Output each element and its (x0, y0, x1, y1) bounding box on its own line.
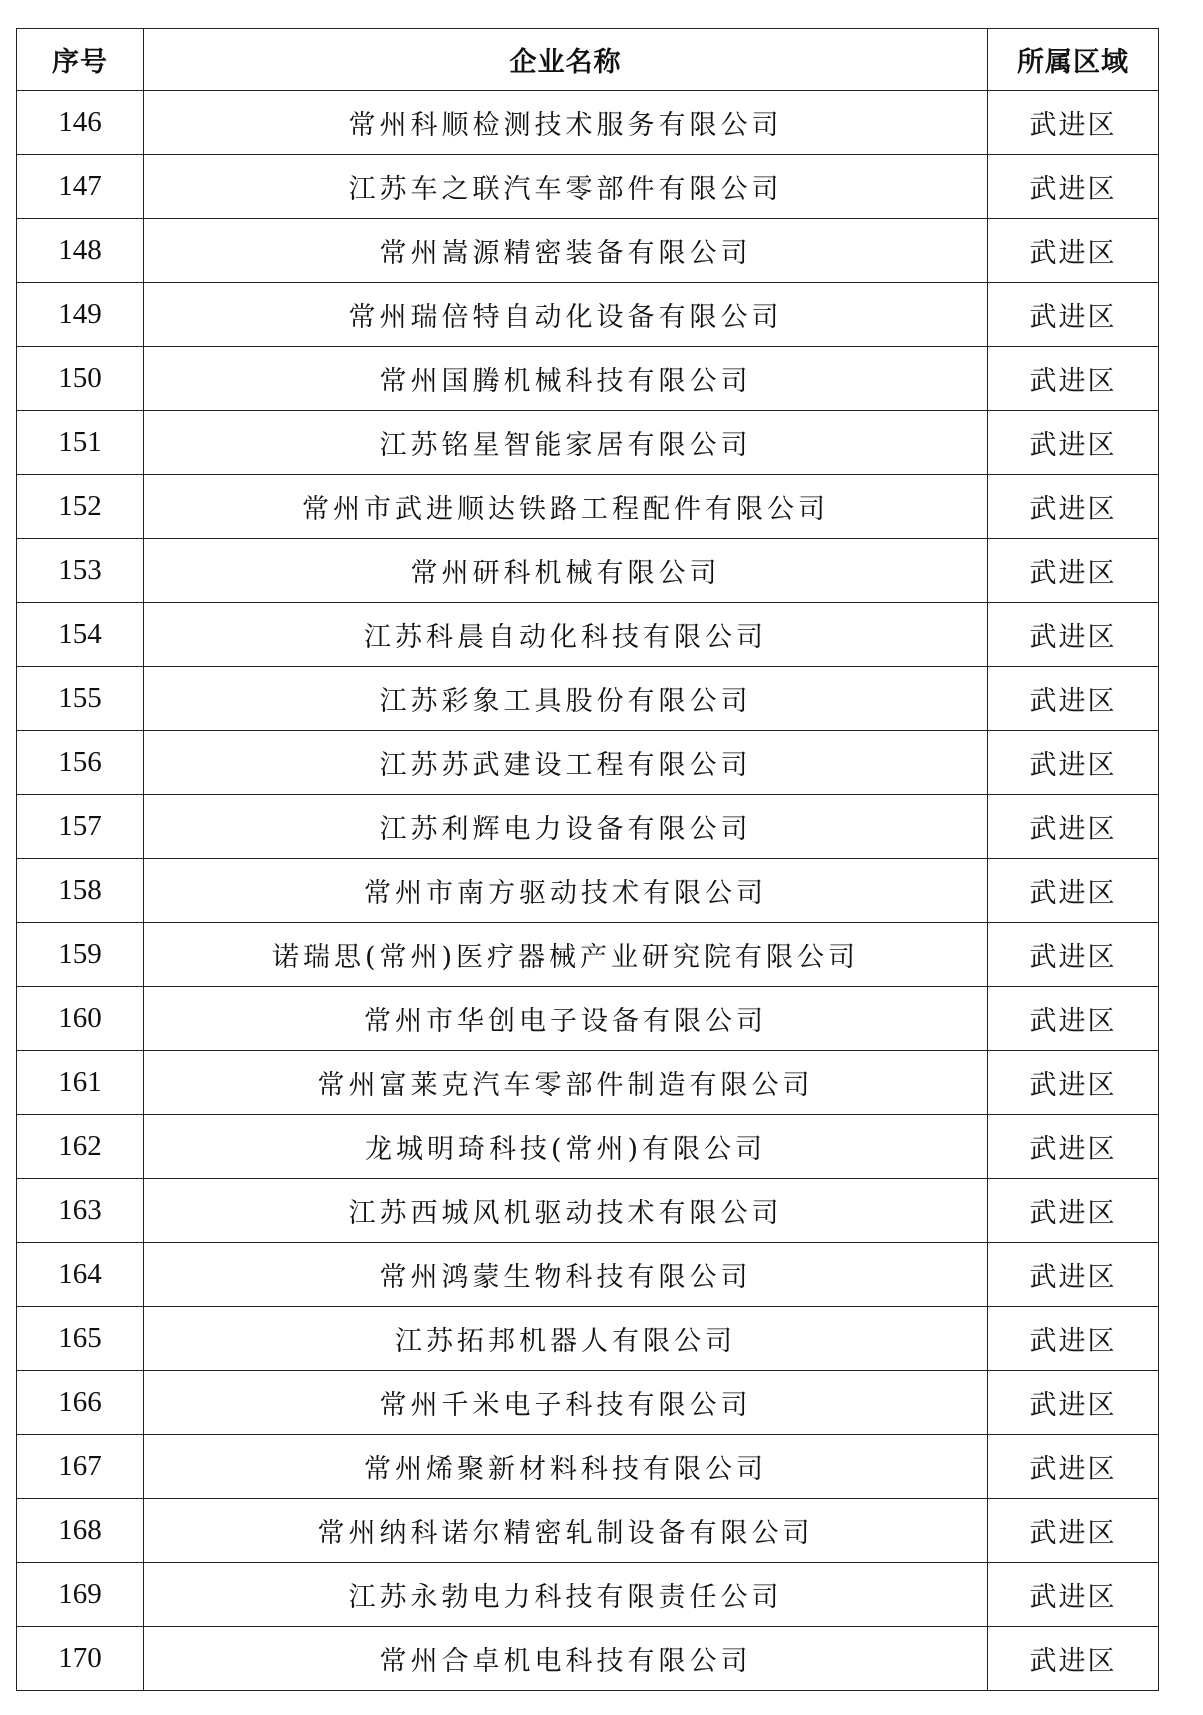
region-cell: 武进区 (988, 91, 1159, 155)
row-number-cell: 146 (17, 91, 144, 155)
table-row (17, 731, 1159, 795)
enterprise-name-cell: 龙城明琦科技(常州)有限公司 (144, 1115, 988, 1179)
region-cell: 武进区 (988, 1563, 1159, 1627)
region-cell: 武进区 (988, 219, 1159, 283)
table-row (17, 539, 1159, 603)
row-number-cell: 154 (17, 603, 144, 667)
table-row (17, 1307, 1159, 1371)
enterprise-name-cell: 常州市武进顺达铁路工程配件有限公司 (144, 475, 988, 539)
region-cell: 武进区 (988, 1051, 1159, 1115)
region-cell: 武进区 (988, 1243, 1159, 1307)
table-row (17, 219, 1159, 283)
enterprise-name-cell: 常州鸿蒙生物科技有限公司 (144, 1243, 988, 1307)
row-number-cell: 166 (17, 1371, 144, 1435)
row-number-cell: 159 (17, 923, 144, 987)
row-number-cell: 167 (17, 1435, 144, 1499)
row-number-cell: 165 (17, 1307, 144, 1371)
region-cell: 武进区 (988, 603, 1159, 667)
table-row (17, 987, 1159, 1051)
region-cell: 武进区 (988, 475, 1159, 539)
table-row (17, 1435, 1159, 1499)
region-cell: 武进区 (988, 859, 1159, 923)
enterprise-table (16, 28, 1159, 1691)
header-region: 所属区域 (988, 29, 1159, 91)
region-cell: 武进区 (988, 923, 1159, 987)
region-cell: 武进区 (988, 1179, 1159, 1243)
table-row (17, 1499, 1159, 1563)
enterprise-name-cell: 常州瑞倍特自动化设备有限公司 (144, 283, 988, 347)
enterprise-name-cell: 江苏铭星智能家居有限公司 (144, 411, 988, 475)
table-body (17, 91, 1159, 1691)
row-number-cell: 155 (17, 667, 144, 731)
row-number-cell: 156 (17, 731, 144, 795)
table-row (17, 155, 1159, 219)
region-cell: 武进区 (988, 347, 1159, 411)
row-number-cell: 148 (17, 219, 144, 283)
enterprise-name-cell: 常州嵩源精密装备有限公司 (144, 219, 988, 283)
region-cell: 武进区 (988, 411, 1159, 475)
table-row (17, 1051, 1159, 1115)
enterprise-name-cell: 江苏彩象工具股份有限公司 (144, 667, 988, 731)
row-number-cell: 157 (17, 795, 144, 859)
row-number-cell: 158 (17, 859, 144, 923)
header-row (17, 29, 1159, 91)
enterprise-name-cell: 常州研科机械有限公司 (144, 539, 988, 603)
enterprise-name-cell: 江苏科晨自动化科技有限公司 (144, 603, 988, 667)
row-number-cell: 150 (17, 347, 144, 411)
row-number-cell: 168 (17, 1499, 144, 1563)
table-row (17, 283, 1159, 347)
row-number-cell: 164 (17, 1243, 144, 1307)
enterprise-name-cell: 常州千米电子科技有限公司 (144, 1371, 988, 1435)
region-cell: 武进区 (988, 1627, 1159, 1691)
row-number-cell: 151 (17, 411, 144, 475)
enterprise-name-cell: 常州烯聚新材料科技有限公司 (144, 1435, 988, 1499)
region-cell: 武进区 (988, 731, 1159, 795)
table-row (17, 1115, 1159, 1179)
table-row (17, 859, 1159, 923)
table-row (17, 603, 1159, 667)
region-cell: 武进区 (988, 283, 1159, 347)
region-cell: 武进区 (988, 1307, 1159, 1371)
region-cell: 武进区 (988, 1371, 1159, 1435)
row-number-cell: 152 (17, 475, 144, 539)
enterprise-name-cell: 常州合卓机电科技有限公司 (144, 1627, 988, 1691)
table-header (17, 29, 1159, 91)
table-row (17, 475, 1159, 539)
enterprise-name-cell: 常州市南方驱动技术有限公司 (144, 859, 988, 923)
enterprise-name-cell: 江苏车之联汽车零部件有限公司 (144, 155, 988, 219)
enterprise-name-cell: 常州富莱克汽车零部件制造有限公司 (144, 1051, 988, 1115)
table-row (17, 1243, 1159, 1307)
region-cell: 武进区 (988, 1499, 1159, 1563)
row-number-cell: 170 (17, 1627, 144, 1691)
region-cell: 武进区 (988, 539, 1159, 603)
region-cell: 武进区 (988, 987, 1159, 1051)
table-row (17, 1371, 1159, 1435)
enterprise-name-cell: 江苏永勃电力科技有限责任公司 (144, 1563, 988, 1627)
table-row (17, 1563, 1159, 1627)
table-row (17, 411, 1159, 475)
row-number-cell: 160 (17, 987, 144, 1051)
region-cell: 武进区 (988, 1115, 1159, 1179)
row-number-cell: 163 (17, 1179, 144, 1243)
enterprise-name-cell: 常州科顺检测技术服务有限公司 (144, 91, 988, 155)
enterprise-name-cell: 常州纳科诺尔精密轧制设备有限公司 (144, 1499, 988, 1563)
table-row (17, 347, 1159, 411)
table-row (17, 1627, 1159, 1691)
row-number-cell: 161 (17, 1051, 144, 1115)
enterprise-name-cell: 常州市华创电子设备有限公司 (144, 987, 988, 1051)
enterprise-name-cell: 诺瑞思(常州)医疗器械产业研究院有限公司 (144, 923, 988, 987)
region-cell: 武进区 (988, 1435, 1159, 1499)
region-cell: 武进区 (988, 795, 1159, 859)
header-no: 序号 (17, 29, 144, 91)
table-row (17, 923, 1159, 987)
region-cell: 武进区 (988, 667, 1159, 731)
enterprise-name-cell: 江苏苏武建设工程有限公司 (144, 731, 988, 795)
table-row (17, 667, 1159, 731)
enterprise-name-cell: 江苏拓邦机器人有限公司 (144, 1307, 988, 1371)
row-number-cell: 169 (17, 1563, 144, 1627)
enterprise-name-cell: 江苏西城风机驱动技术有限公司 (144, 1179, 988, 1243)
enterprise-name-cell: 常州国腾机械科技有限公司 (144, 347, 988, 411)
row-number-cell: 153 (17, 539, 144, 603)
header-name: 企业名称 (144, 29, 988, 91)
region-cell: 武进区 (988, 155, 1159, 219)
table-row (17, 1179, 1159, 1243)
row-number-cell: 147 (17, 155, 144, 219)
table-row (17, 795, 1159, 859)
table-row (17, 91, 1159, 155)
row-number-cell: 149 (17, 283, 144, 347)
row-number-cell: 162 (17, 1115, 144, 1179)
enterprise-name-cell: 江苏利辉电力设备有限公司 (144, 795, 988, 859)
